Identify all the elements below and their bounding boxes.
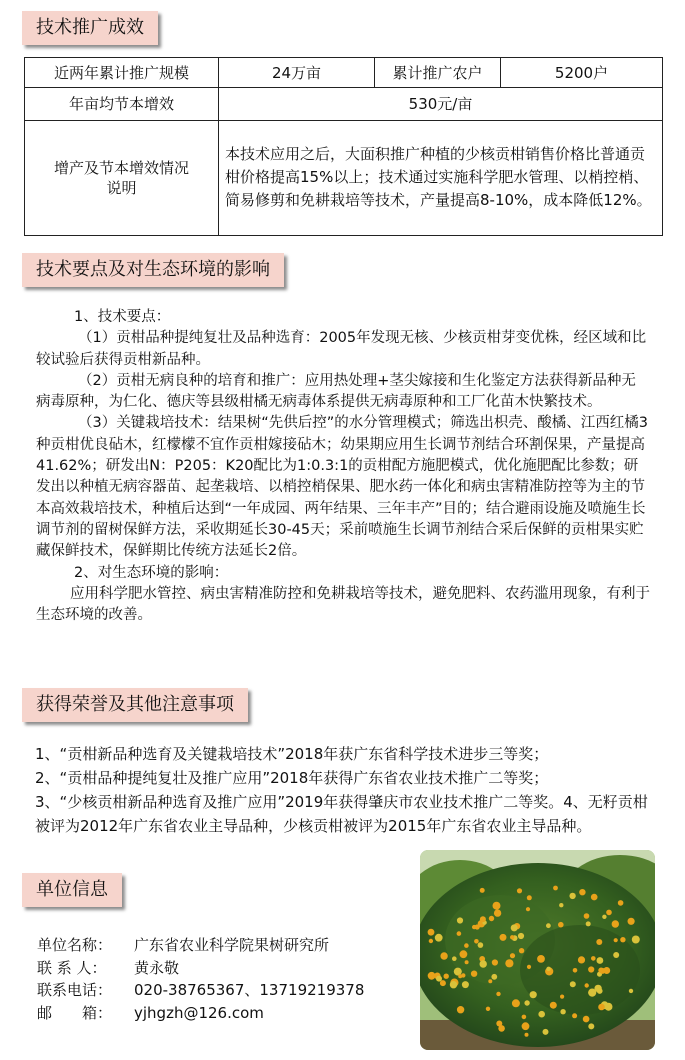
citrus-fruit <box>486 1007 490 1011</box>
citrus-fruit <box>457 917 463 923</box>
citrus-fruit <box>591 894 598 901</box>
citrus-fruit <box>538 1011 545 1018</box>
citrus-fruit <box>440 952 447 959</box>
citrus-fruit <box>583 1016 590 1023</box>
table-cell-label: 近两年累计推广规模 <box>25 58 219 88</box>
unit-info <box>37 934 364 1024</box>
citrus-fruit <box>602 915 606 919</box>
citrus-fruit <box>517 888 522 893</box>
honors-body <box>35 742 657 838</box>
unit-contact-row <box>37 957 364 980</box>
citrus-fruit <box>512 999 520 1007</box>
honor-item: 3、“少核贡柑新品种选育及推广应用”2019年获得肇庆市农业技术推广二等奖。4、无籽贡柑被评为2012年广东省农业主导品种，少核贡柑被评为2015年广东省农业主导品种。 <box>35 793 648 835</box>
section-header-keypoints: 技术要点及对生态环境的影响 <box>22 253 284 287</box>
citrus-fruit <box>628 918 635 925</box>
citrus-fruit <box>586 921 591 926</box>
citrus-fruit <box>471 971 477 977</box>
citrus-fruit <box>570 981 576 987</box>
unit-email-value: yjhgzh@126.com <box>134 1003 264 1022</box>
citrus-fruit <box>480 916 486 922</box>
citrus-tree-image <box>420 850 655 1050</box>
citrus-fruit <box>450 981 457 988</box>
unit-phone-label: 联系电话： <box>37 981 113 999</box>
citrus-fruit <box>573 968 578 973</box>
keypoints-paragraph: 应用科学肥水管控、病虫害精准防控和免耕栽培等技术，避免肥料、农药滥用现象，有利于生态环境的改善。 <box>36 585 650 624</box>
citrus-fruit <box>597 957 604 964</box>
citrus-fruit <box>428 929 435 936</box>
citrus-fruit <box>550 1002 557 1009</box>
citrus-fruit <box>462 981 469 988</box>
citrus-fruit <box>543 1029 549 1035</box>
citrus-fruit <box>584 913 590 919</box>
table-cell-value: 5200户 <box>501 58 663 88</box>
citrus-fruit <box>522 1022 530 1030</box>
citrus-fruit <box>457 1006 464 1013</box>
citrus-fruit <box>500 934 507 941</box>
section-header-honors: 获得荣誉及其他注意事项 <box>22 688 248 722</box>
table-cell-value: 24万亩 <box>219 58 375 88</box>
unit-name-row <box>37 934 364 957</box>
citrus-fruit <box>560 995 564 999</box>
section-header-effect: 技术推广成效 <box>22 11 158 45</box>
table-cell-label: 年亩均节本增效 <box>25 88 219 121</box>
citrus-fruit <box>569 893 575 899</box>
citrus-fruit <box>472 925 476 929</box>
unit-name-value: 广东省农业科学院果树研究所 <box>134 936 330 954</box>
keypoints-paragraph: （2）贡柑无病良种的培育和推广：应用热处理+茎尖嫁接和生化鉴定方法获得新品种无病毒原种，为仁化、德庆等县级柑橘无病毒体系提供无病毒原种和工厂化苗木快繁技术。 <box>36 372 636 411</box>
citrus-fruit <box>460 950 468 958</box>
table-cell-label: 累计推广农户 <box>375 58 501 88</box>
citrus-fruit <box>598 1004 605 1011</box>
unit-email-label: 邮 箱： <box>37 1003 113 1022</box>
citrus-fruit <box>614 938 618 942</box>
citrus-fruit <box>492 959 498 965</box>
citrus-fruit <box>505 959 513 967</box>
unit-email-row <box>37 1002 364 1025</box>
citrus-fruit <box>474 939 479 944</box>
unit-phone-row <box>37 979 364 1002</box>
citrus-fruit <box>489 916 494 921</box>
citrus-fruit <box>579 889 585 895</box>
unit-phone-value: 020-38765367、13719219378 <box>134 981 365 999</box>
citrus-fruit <box>429 939 433 943</box>
citrus-fruit <box>588 966 594 972</box>
citrus-fruit <box>480 960 487 967</box>
citrus-fruit <box>560 1009 565 1014</box>
citrus-fruit <box>496 992 500 996</box>
citrus-fruit <box>526 907 530 911</box>
citrus-fruit <box>572 1013 577 1018</box>
citrus-fruit <box>436 976 442 982</box>
keypoints-heading-1: 1、技术要点： <box>74 309 171 325</box>
citrus-fruit <box>530 991 537 998</box>
citrus-fruit <box>457 931 462 936</box>
unit-name-label: 单位名称： <box>37 936 113 954</box>
citrus-fruit <box>546 967 550 971</box>
citrus-fruit <box>465 960 469 964</box>
citrus-fruit <box>588 1023 594 1029</box>
table-row <box>25 58 663 88</box>
citrus-fruit <box>585 983 589 987</box>
citrus-fruit <box>435 934 443 942</box>
citrus-fruit <box>478 942 484 948</box>
citrus-fruit <box>494 909 501 916</box>
keypoints-heading-2: 2、对生态环境的影响： <box>74 564 229 581</box>
citrus-fruit <box>493 902 501 910</box>
citrus-fruit <box>510 935 514 939</box>
citrus-fruit <box>620 937 625 942</box>
citrus-fruit <box>464 943 469 948</box>
citrus-fruit <box>594 985 601 992</box>
citrus-fruit <box>480 888 485 893</box>
citrus-fruit <box>452 956 457 961</box>
table-row <box>25 88 663 121</box>
table-cell-value: 530元/亩 <box>219 88 663 121</box>
citrus-fruit <box>524 1000 529 1005</box>
citrus-fruit <box>527 895 532 900</box>
citrus-fruit <box>519 948 524 953</box>
unit-contact-label: 联 系 人： <box>37 958 107 977</box>
citrus-fruit <box>578 956 585 963</box>
citrus-fruit <box>596 939 602 945</box>
citrus-fruit <box>613 952 619 958</box>
citrus-fruit <box>518 933 524 939</box>
citrus-fruit <box>428 972 436 980</box>
keypoints-paragraph: （3）关键栽培技术：结果树“先供后控”的水分管理模式；筛选出枳壳、酸橘、江西红橘3种贡柑优良砧木，红檬檬不宜作贡柑嫁接砧木；幼果期应用生长调节剂结合环割保果，产量提高41.62%；研发出N：P205：K20配比为1:0.3:1的贡柑配方施肥模式，优化施肥配比参数；研发出以种植无病容器苗、起垄栽培、以梢控梢保果、肥水药一体化和病虫害精准防控等为主的节本高效栽培技术，种植后达到“一年成园、两年结果、三年丰产”目的；结合避雨设施及喷施生长调节剂的留树保鲜方法，采收期延长30-45天；采前喷施生长调节剂结合采后保鲜的贡柑果实贮藏保鲜技术，保鲜期比传统方法延长2倍。 <box>36 415 648 560</box>
keypoints-paragraph: （1）贡柑品种提纯复壮及品种选育：2005年发现无核、少核贡柑芽变优株，经区域和比较试验后获得贡柑新品种。 <box>36 330 647 368</box>
honor-item: 2、“贡柑品种提纯复壮及推广应用”2018年获得广东省农业技术推广二等奖； <box>35 769 549 787</box>
citrus-tree-photo <box>420 850 655 1050</box>
citrus-fruit <box>444 974 449 979</box>
citrus-fruit <box>632 936 640 944</box>
honor-item: 1、“贡柑新品种选育及关键栽培技术”2018年获广东省科学技术进步三等奖； <box>35 745 549 763</box>
citrus-fruit <box>458 974 462 978</box>
citrus-fruit <box>559 903 563 907</box>
citrus-fruit <box>553 886 558 891</box>
table-cell-label: 增产及节本增效情况说明 <box>25 121 219 236</box>
table-row <box>25 121 663 236</box>
citrus-fruit <box>629 989 633 993</box>
citrus-fruit <box>510 953 515 958</box>
citrus-fruit <box>488 979 492 983</box>
citrus-fruit <box>612 920 619 927</box>
citrus-fruit <box>537 955 545 963</box>
citrus-fruit <box>491 974 497 980</box>
citrus-fruit <box>522 1015 527 1020</box>
citrus-fruit <box>496 1021 502 1027</box>
citrus-fruit <box>527 965 531 969</box>
citrus-fruit <box>525 1033 529 1037</box>
citrus-fruit <box>591 956 596 961</box>
citrus-fruit <box>606 910 612 916</box>
citrus-fruit <box>618 900 624 906</box>
citrus-fruit <box>511 924 518 931</box>
effect-table <box>24 57 663 236</box>
citrus-fruit <box>598 968 604 974</box>
table-cell-description: 本技术应用之后，大面积推广种植的少核贡柑销售价格比普通贡柑价格提高15%以上；技术通过实施科学肥水管理、以梢控梢、简易修剪和免耕栽培等技术，产量提高8-10%，成本降低12%。 <box>219 121 663 236</box>
keypoints-body <box>36 307 650 626</box>
section-header-unit: 单位信息 <box>22 873 122 907</box>
citrus-fruit <box>558 922 564 928</box>
citrus-fruit <box>546 923 551 928</box>
unit-contact-value: 黄永敬 <box>134 958 180 977</box>
